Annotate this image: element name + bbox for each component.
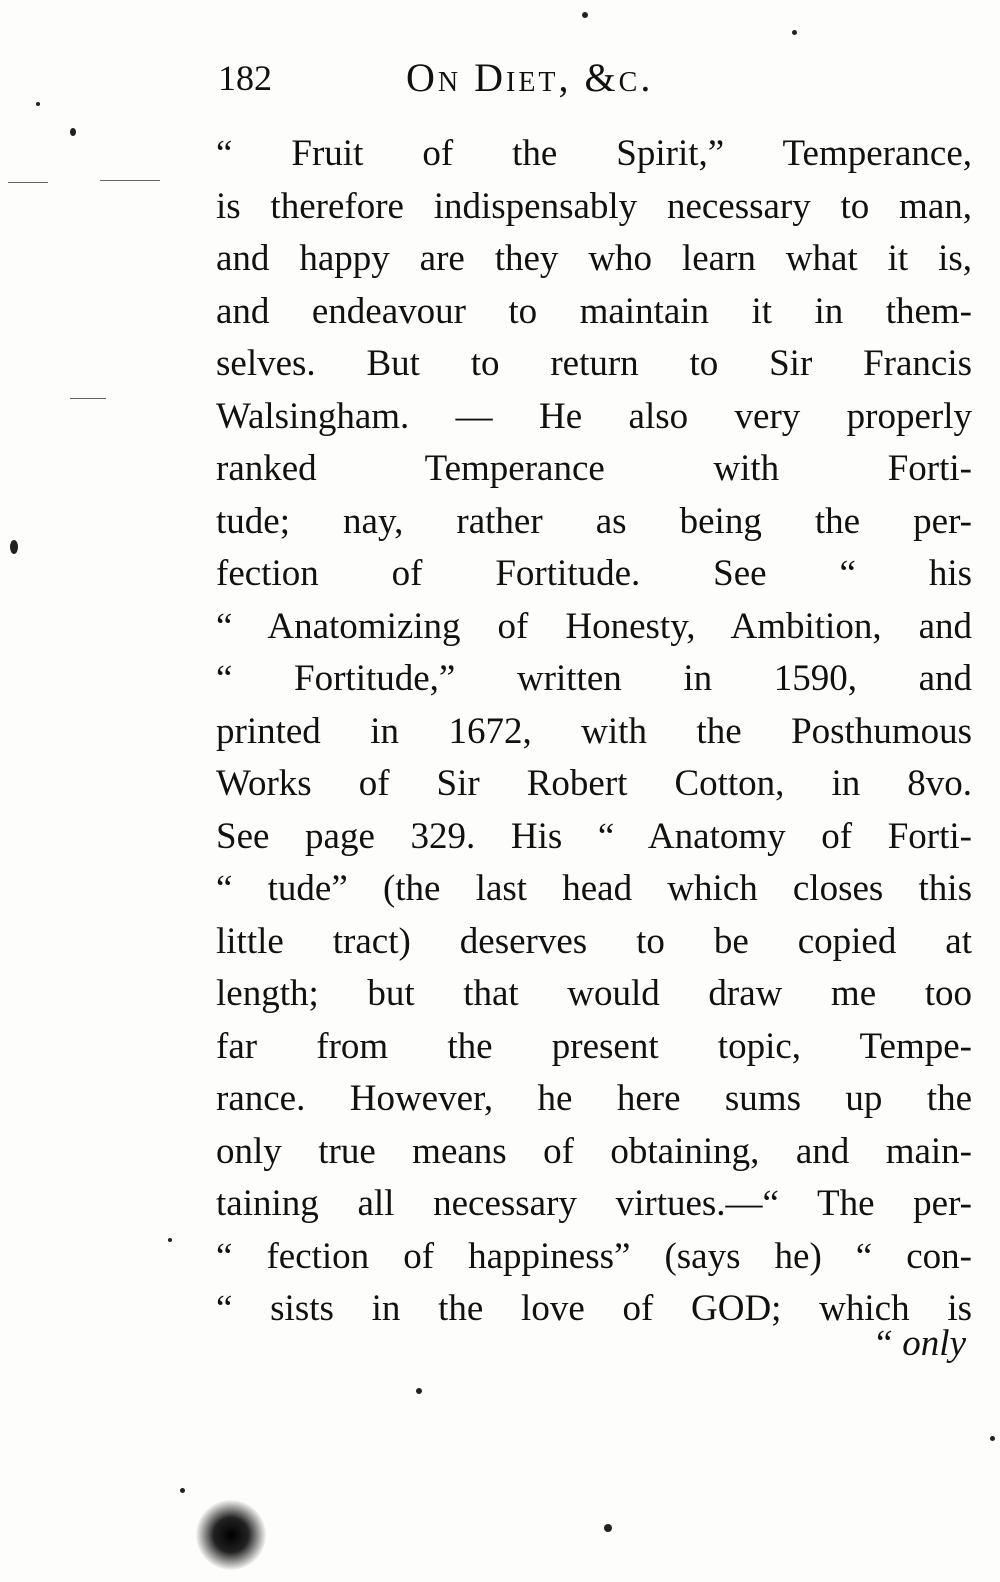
text-line: Works of Sir Robert Cotton, in 8vo. [216,763,972,804]
scan-speck [416,1388,422,1394]
text-line: “ tude” (the last head which closes this [216,868,972,909]
catchword: “ only [872,1323,966,1364]
text-line: “ fection of happiness” (says he) “ con- [216,1235,972,1277]
scan-smudge [196,1500,266,1570]
text-line: “ sists in the love of GOD; which is [216,1288,972,1329]
scan-speck [990,1436,995,1441]
scan-speck [10,540,18,554]
text-line: selves. But to return to Sir Francis [216,343,972,384]
text-line: ranked Temperance with Forti- [216,448,972,489]
text-line: and happy are they who learn what it is, [216,238,972,279]
text-line: far from the present topic, Tempe- [216,1025,972,1067]
margin-mark [8,182,48,183]
scan-speck [792,30,797,35]
text-line: “ Fortitude,” written in 1590, and [216,658,972,699]
text-line: length; but that would draw me too [216,973,972,1014]
text-line: See page 329. His “ Anatomy of Forti- [216,815,972,857]
text-line: is therefore indispensably necessary to man, [216,185,972,227]
text-line: only true means of obtaining, and main- [216,1130,972,1172]
margin-mark [70,398,106,399]
text-line: printed in 1672, with the Posthumous [216,710,972,752]
text-line: taining all necessary virtues.—“ The per- [216,1183,972,1224]
scan-speck [582,12,588,18]
text-line: “ Anatomizing of Honesty, Ambition, and [216,605,972,647]
text-line: little tract) deserves to be copied at [216,920,972,962]
text-line: rance. However, he here sums up the [216,1078,972,1119]
margin-mark [100,180,160,181]
scan-speck [70,128,76,136]
scan-speck [36,102,40,106]
running-head [218,56,808,100]
scan-speck [180,1488,185,1493]
text-line: fection of Fortitude. See “ his [216,553,972,594]
body-text [216,128,972,1336]
text-line: and endeavour to maintain it in them- [216,290,972,332]
text-line: tude; nay, rather as being the per- [216,500,972,542]
text-line: “ Fruit of the Spirit,” Temperance, [216,133,972,174]
scan-speck [604,1524,612,1532]
scan-speck [168,1238,172,1242]
running-title: On Diet, &c. [406,55,654,100]
text-line: Walsingham. — He also very properly [216,395,972,437]
page-number: 182 [218,58,272,98]
